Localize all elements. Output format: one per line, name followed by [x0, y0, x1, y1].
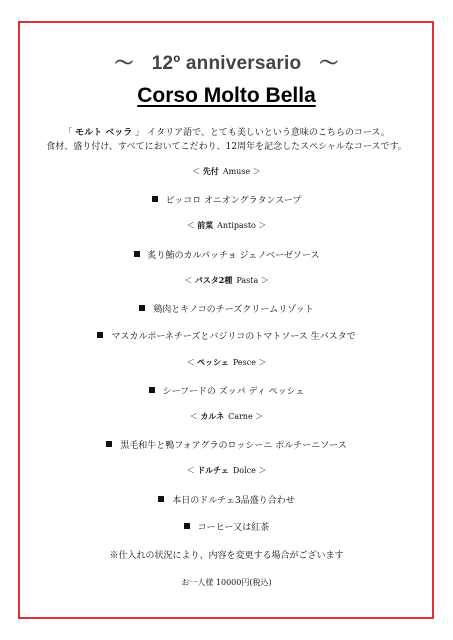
section-bracket-open: ＜ — [184, 276, 193, 285]
dish-name: コーヒー又は紅茶 — [197, 523, 270, 533]
dish-name: ピッコロ オニオングラタンスープ — [165, 196, 302, 206]
dish-item — [0, 384, 453, 397]
square-bullet-icon — [106, 441, 112, 447]
section-name-it: Carne — [228, 412, 253, 421]
square-bullet-icon — [152, 196, 158, 202]
anniversary-heading — [0, 48, 453, 75]
intro-course-name: モルト ベッラ — [75, 128, 133, 138]
section-name-it: Pasta — [236, 276, 259, 285]
section-bracket-open: ＜ — [192, 167, 201, 176]
section-heading-dolce — [0, 465, 453, 476]
dish-name: 本日のドルチェ3品盛り合わせ — [172, 496, 295, 506]
section-heading-antipasto — [0, 220, 453, 231]
section-name-it: Dolce — [232, 466, 256, 475]
intro-line-1 — [0, 125, 453, 138]
dish-name: 炙り鮪のカルパッチョ ジェノベーゼソース — [147, 251, 320, 261]
section-bracket-close: ＞ — [258, 466, 267, 475]
dish-name: マスカルポーネチーズとバジリコのトマトソース 生パスタで — [111, 332, 356, 342]
tilde-left: ～ — [114, 53, 134, 74]
intro-quote-open: 「 — [63, 128, 73, 138]
square-bullet-icon — [139, 305, 145, 311]
section-bracket-open: ＜ — [189, 412, 198, 421]
course-price: お一人様 10000円(税込) — [181, 578, 272, 587]
section-heading-pasta — [0, 275, 453, 286]
dish-item — [0, 438, 453, 451]
section-bracket-close: ＞ — [258, 358, 267, 367]
anniversary-text: 12º anniversario — [151, 53, 302, 74]
section-name-jp: ドルチェ — [197, 465, 229, 475]
intro-quote-close: 」 — [135, 128, 145, 138]
section-name-it: Antipasto — [217, 221, 256, 230]
section-bracket-close: ＞ — [260, 276, 269, 285]
intro-description: イタリア語で、とても美しいという意味のこちらのコース。 — [147, 128, 390, 138]
dish-item — [0, 329, 453, 342]
section-name-jp: 先付 — [202, 166, 219, 176]
dish-name: 鶏肉とキノコのチーズクリームリゾット — [153, 305, 314, 315]
section-name-jp: ペッシェ — [197, 357, 229, 367]
section-bracket-open: ＜ — [186, 221, 195, 230]
dish-item — [0, 248, 453, 261]
section-bracket-close: ＞ — [258, 221, 267, 230]
section-bracket-open: ＜ — [186, 466, 195, 475]
section-name-it: Amuse — [222, 167, 251, 176]
section-heading-amuse — [0, 166, 453, 177]
square-bullet-icon — [184, 523, 190, 529]
section-name-jp: 前菜 — [197, 220, 214, 230]
section-name-it: Pesce — [232, 358, 256, 367]
section-name-jp: カルネ — [200, 411, 225, 421]
section-bracket-close: ＞ — [252, 167, 261, 176]
square-bullet-icon — [134, 251, 140, 257]
square-bullet-icon — [158, 496, 164, 502]
dish-item — [0, 302, 453, 315]
section-name-jp: パスタ2種 — [194, 275, 233, 285]
dish-item — [0, 520, 453, 533]
dish-name: 黒毛和牛と鴨フォアグラのロッシーニ ポルチーニソース — [120, 441, 347, 451]
section-bracket-open: ＜ — [186, 358, 195, 367]
menu-change-note: ※仕入れの状況により、内容を変更する場合がございます — [109, 551, 344, 561]
dish-name: シーフードの ズッパ ディ ペッシェ — [162, 387, 305, 397]
tilde-right: ～ — [319, 53, 339, 74]
section-bracket-close: ＞ — [255, 412, 264, 421]
square-bullet-icon — [149, 387, 155, 393]
intro-line-2: 食材、盛り付け、すべてにおいてこだわり、12周年を記念したスペシャルなコースです。 — [46, 142, 407, 152]
section-heading-pesce — [0, 357, 453, 368]
dish-item — [0, 493, 453, 506]
square-bullet-icon — [97, 332, 103, 338]
section-heading-carne — [0, 411, 453, 422]
dish-item — [0, 193, 453, 206]
course-title: Corso Molto Bella — [137, 84, 316, 107]
